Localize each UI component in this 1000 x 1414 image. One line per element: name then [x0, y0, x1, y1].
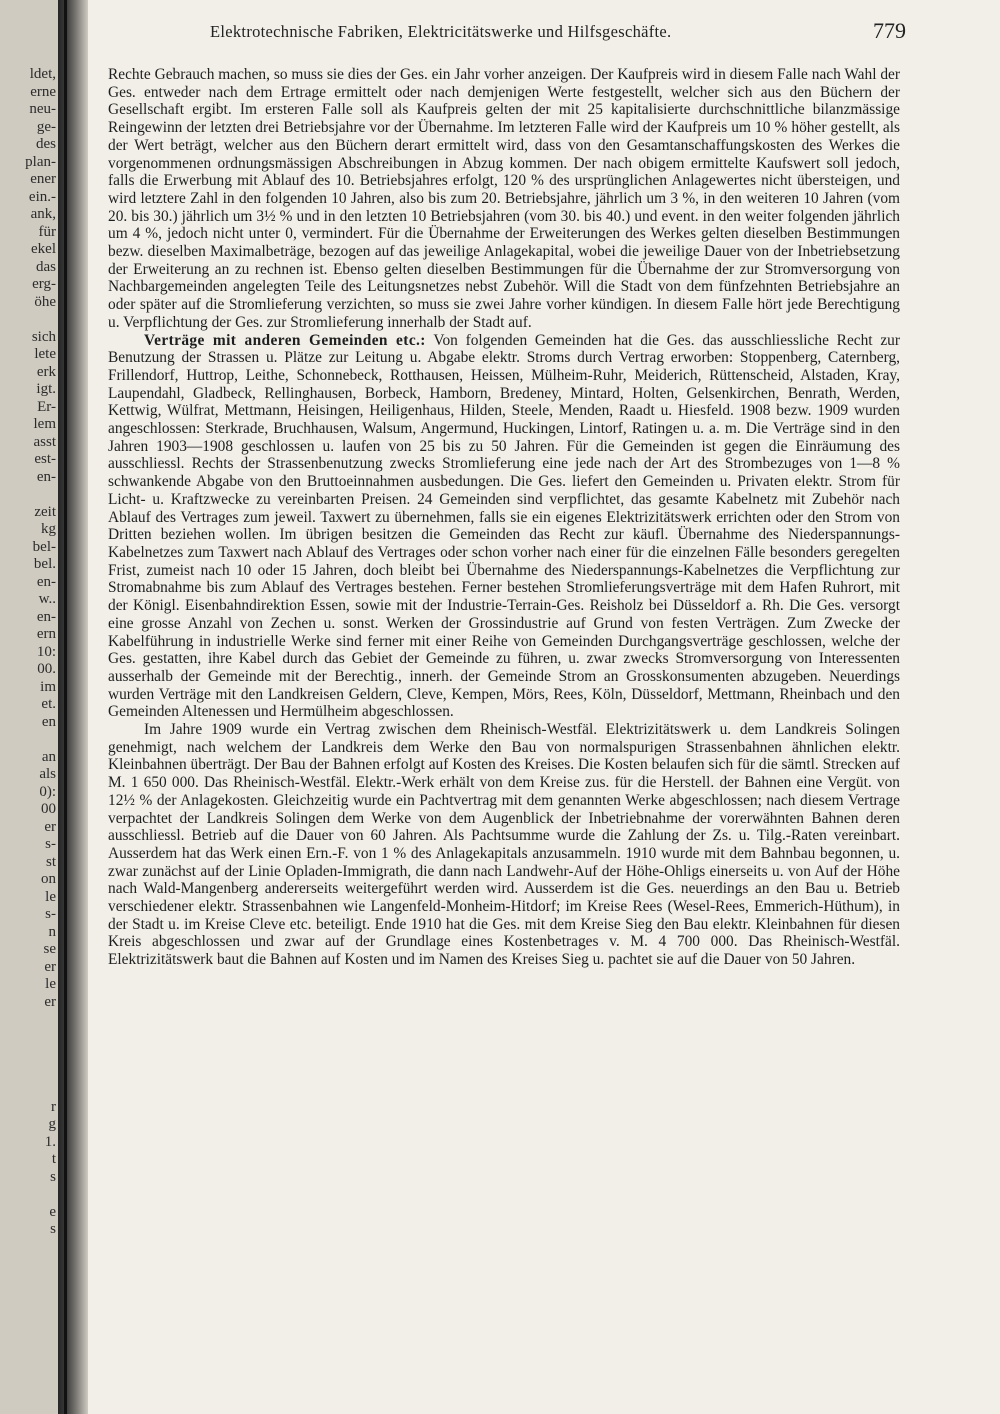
previous-page-fragment: on: [41, 871, 56, 887]
previous-page-fragment: kg: [41, 521, 56, 537]
previous-page-fragment: igt.: [36, 381, 56, 397]
previous-page-fragment: en: [41, 713, 56, 730]
previous-page-fragment: ein.-: [28, 188, 56, 205]
previous-page-fragment: en-: [36, 573, 56, 590]
previous-page-fragment: t: [51, 1151, 56, 1167]
previous-page-fragment: [0, 1081, 56, 1099]
previous-page-fragment: bel.: [33, 556, 56, 572]
section-heading-vertraege: Verträge mit anderen Gemeinden etc.:: [144, 331, 426, 349]
previous-page-fragment: ener: [30, 171, 56, 187]
previous-page-fragment: s: [50, 1168, 56, 1185]
previous-page-fragment: [0, 1029, 56, 1047]
previous-page-fragment: s: [50, 1221, 56, 1237]
previous-page-fragment: lem: [33, 416, 56, 432]
paragraph-vertraege: [108, 332, 900, 721]
previous-page-fragment: ldet,: [29, 66, 56, 82]
previous-page-fragment: plan-: [25, 153, 56, 170]
page-number: 779: [873, 18, 906, 43]
previous-page-fragment: [0, 311, 56, 329]
previous-page-fragment: für: [38, 223, 56, 240]
previous-page-fragment: r: [51, 1098, 56, 1115]
previous-page-fragment: sich: [31, 328, 56, 345]
previous-page-fragment: ank,: [30, 206, 56, 222]
previous-page-fragment: erg-: [32, 276, 56, 292]
previous-page-fragment: er: [44, 818, 56, 835]
previous-page-fragment: öhe: [34, 293, 56, 310]
previous-page-fragment: [0, 731, 56, 749]
previous-page-fragment: en-: [36, 608, 56, 625]
previous-page-fragment: est-: [34, 451, 56, 467]
previous-page-fragment: bel-: [32, 538, 56, 555]
previous-page-fragment: [0, 486, 56, 504]
previous-page-fragment: [0, 1046, 56, 1064]
running-head: Elektrotechnische Fabriken, Elektricitätswerke und Hilfsgeschäfte.: [210, 22, 672, 41]
previous-page-fragment: an: [41, 748, 56, 765]
previous-page-fragment: le: [45, 888, 56, 905]
previous-page-fragment: ern: [36, 626, 56, 642]
previous-page-fragment: zeit: [34, 503, 56, 520]
previous-page-fragment: s-: [45, 906, 56, 922]
previous-page-fragment: erk: [36, 363, 56, 380]
previous-page-fragment: [0, 1011, 56, 1029]
previous-page-fragment: des: [36, 136, 56, 152]
previous-page-fragment: ge-: [36, 118, 56, 135]
previous-page-fragment: 00: [41, 801, 56, 817]
page-gutter-shadow: [58, 0, 88, 1414]
previous-page-fragment: et.: [41, 696, 56, 712]
page-gutter-edge: [64, 0, 67, 1414]
previous-page-fragment: im: [40, 678, 56, 695]
previous-page-fragment: w..: [38, 591, 56, 607]
previous-page-fragment: als: [39, 766, 56, 782]
paragraph-kaufpreis: Rechte Gebrauch machen, so muss sie dies der Ges. ein Jahr vorher anzeigen. Der Kaufpreis wird in diesem Falle nach Wahl der Ges. entweder nach dem Ertrage ermittelt oder nach demjenigen Werte festgestellt, welcher sich aus den Büchern der Gesellschaft ergibt. Im ersteren Falle soll als Kaufpreis gelten der mit 25 kapitalisierte durchschnittliche bilanzmässige Reingewinn der letzten drei Betriebsjahre vor der Übernahme. Im letzteren Falle wird der Kaufpreis um 10 % höher gestellt, als der Wert beträgt, welcher aus den Büchern derart ermittelt wird, dass von den Gesamtanschaffungskosten des Werkes die vorgenommenen ordnungsmässigen Abschreibungen in Abzug kommen. Der nach obigem ermittelte Kaufswert soll jedoch, falls die Erwerbung mit Ablauf des 10. Betriebsjahres erfolgt, 120 % des ursprünglichen Anlagewertes nicht übersteigen, und wird letztere Zahl in den folgenden 10 Jahren, also bis zum 20. Betriebsjahre, jährlich um 3 %, in den weiteren 10 Jahren (vom 20. bis 30.) jährlich um 3½ % und in den letzten 10 Betriebsjahren (vom 30. bis 40.) und event. in den weiter folgenden jährlich um 4 %, jedoch nicht unter 0, vermindert. Für die Übernahme der Erweiterungen des Werkes gelten dieselben Bestimmungen bezw. dieselben Maximalbeträge, bezogen auf das jeweilige Anlagekapital, wobei die jeweilige Dauer von der Inbetriebsetzung der Erweiterung an zu rechnen ist. Ebenso gelten dieselben Bestimmungen für die Übernahme der zur Stromversorgung von Nachbargemeinden angelegten Teile des Leitungsnetzes nebst Zubehör. Will die Stadt von dem fünfzehnten Betriebsjahre an oder später auf die Stromlieferung verzichten, so muss sie zwei Jahre vorher kündigen. In diesem Falle hört jede Berechtigung u. Verpflichtung der Ges. zur Stromlieferung innerhalb der Stadt auf.: [108, 66, 900, 331]
previous-page-fragment: lete: [34, 346, 56, 362]
previous-page-fragment: Er-: [37, 398, 56, 415]
previous-page-fragment: asst: [33, 433, 56, 450]
previous-page-fragment: n: [48, 923, 56, 940]
previous-page-fragment: g: [48, 1116, 56, 1132]
previous-page-fragment: e: [49, 1203, 56, 1220]
previous-page-fragment: en-: [36, 468, 56, 485]
previous-page-fragment: 10:: [36, 643, 56, 660]
previous-page-fragment: 1.: [44, 1133, 56, 1150]
previous-page-fragment: s-: [45, 836, 56, 852]
previous-page-fragment: st: [45, 853, 56, 870]
paragraph-kleinbahnen: Im Jahre 1909 wurde ein Vertrag zwischen dem Rheinisch-Westfäl. Elektrizitätswerk u. dem Landkreis Solingen genehmigt, nach welchem der Landkreis dem Werke den Bau von normalspurigen Strassenbahnen ähnlichen elektr. Kleinbahnen überträgt. Der Bau der Bahnen erfolgt auf Kosten des Kreises. Die Kosten belaufen sich für die sämtl. Strecken auf M. 1 650 000. Das Rheinisch-Westfäl. Elektr.-Werk erhält von dem Kreise zus. für die Herstell. der Bahnen eine Vergüt. von 12½ % der Anlagekosten. Gleichzeitig wurde ein Pachtvertrag mit dem genannten Werke abgeschlossen; nach diesem Vertrage verpachtet der Landkreis Solingen dem Werke von dem Augenblick der Inbetriebnahme der vorerwähnten Bahnen deren ausschliessl. Betrieb auf die Dauer von 60 Jahren. Als Pachtsumme wurde die Zahlung der Zs. u. Tilg.-Raten vereinbart. Ausserdem hat das Werk einen Ern.-F. von 1 % des Anlagekapitals anzusammeln. 1910 wurde mit dem Bahnbau begonnen, u. zwar zunächst auf der Linie Opladen-Immigrath, die dann nach Landwehr-Auf der Höhe-Ohligs einerseits u. von Auf der Höhe nach Wald-Mangenberg andererseits weitergeführt werden wird. Ausserdem ist die Ges. neuerdings an den Bau u. Betrieb verschiedener elektr. Strassenbahnen wie Langenfeld-Monheim-Hitdorf; im Kreise Rees (Wesel-Rees, Emmerich-Hüthum), in der Stadt u. im Kreise Cleve etc. beteiligt. Ende 1910 hat die Ges. mit dem Kreise Sieg den Bau elektr. Kleinbahnen für diesen Kreis abgeschlossen und zwar auf der Grundlage eines Kostenbetrages v. M. 4 700 000. Das Rheinisch-Westfäl. Elektrizitätswerk baut die Bahnen auf Kosten und im Namen des Kreises Sieg u. pachtet sie auf die Dauer von 50 Jahren.: [108, 721, 900, 969]
previous-page-fragment: [0, 1064, 56, 1082]
previous-page-fragment: [0, 1186, 56, 1204]
previous-page-fragment: ekel: [31, 241, 56, 257]
previous-page-fragment: 00.: [37, 661, 56, 677]
previous-page-fragment: das: [36, 258, 56, 275]
page-body: [108, 66, 900, 969]
previous-page-fragment: er: [44, 993, 56, 1010]
previous-page-fragment: 0):: [39, 783, 56, 800]
previous-page-fragment: se: [43, 941, 56, 957]
previous-page-fragment: er: [44, 958, 56, 975]
previous-page-margin-fragments: [0, 66, 56, 1239]
paragraph-vertraege-text: Von folgenden Gemeinden hat die Ges. das ausschliessliche Recht zur Benutzung der Strassen u. Plätze zur Leitung u. Abgabe elektr. Stroms durch Vertrag erworben: Stoppenberg, Caternberg, Frillendorf, Huttrop, Leithe, Schonnebeck, Rotthausen, Heissen, Mülheim-Ruhr, Meiderich, Rüttenscheid, Alstaden, Kray, Laupendahl, Gladbeck, Rellinghausen, Borbeck, Hamborn, Bredeney, Mintard, Holten, Gelsenkirchen, Benrath, Werden, Kettwig, Wülfrat, Mettmann, Heisingen, Heiligenhaus, Hilden, Steele, Menden, Raadt u. Hiesfeld. 1908 bezw. 1909 wurden angeschlossen: Sterkrade, Bruchhausen, Walsum, Angermund, Huckingen, Lintorf, Ratingen u. a. m. Die Verträge sind in den Jahren 1903—1908 geschlossen u. laufen von 25 bis zu 50 Jahren. Für die Gemeinden ist gegen die Einräumung des ausschliessl. Rechts der Strassenbenutzung zwecks Stromlieferung eine jede nach der Art des Strombezuges von 1—8 % schwankende Abgabe von den Bruttoeinnahmen ausbedungen. Die Ges. liefert den Gemeinden u. Privaten elektr. Strom für Licht- u. Kraftzwecke zu vereinbarten Preisen. 24 Gemeinden sind verpflichtet, das gesamte Kabelnetz mit Zubehör nach Ablauf des Vertrages zum jeweil. Taxwert zu übernehmen, falls sie ein eigenes Elektrizitätswerk errichten oder den Strom von Dritten beziehen wollen. Im übrigen besitzen die Gemeinden das Recht zur käufl. Übernahme des Niederspannungs-Kabelnetzes zum Taxwert nach Ablauf des Vertrages oder schon vorher nach einer für die einzelnen Fälle besonders geregelten Frist, zumeist nach 10 oder 15 Jahren, doch bleibt bei Übernahme des Niederspannungs-Kabelnetzes die Verpflichtung zur Stromabnahme bis zum Ablauf des Vertrages bestehen. Ferner bestehen Stromlieferungsverträge mit dem Hafen Ruhrort, mit der Königl. Eisenbahndirektion Essen, sowie mit der Industrie-Terrain-Ges. Reisholz bei Düsseldorf a. Rh. Die Ges. versorgt eine grosse Anzahl von Zechen u. sonst. Werken der Grossindustrie auf Grund von festen Verträgen. Zum Zwecke der Kabelführung in industrielle Werke sind ferner mit einer Reihe von Gemeinden Durchgangsverträge geschlossen, welche der Ges. gestatten, ihre Kabel durch das Gebiet der Gemeinde zu führen, u. zwar zwecks Stromversorgung von Interessenten ausserhalb der Gemeinde mit der Berechtig., innerh. der Gemeinde Strom an Grosskonsumenten abzugeben. Neuerdings wurden Verträge mit den Landkreisen Geldern, Cleve, Kempen, Mörs, Rees, Köln, Düsseldorf, Mettmann, Rheinbach und den Gemeinden Altenessen und Hermülheim abgeschlossen.: [108, 331, 900, 721]
previous-page-fragment: neu-: [29, 101, 56, 117]
previous-page-fragment: erne: [30, 83, 56, 100]
previous-page-fragment: le: [45, 976, 56, 992]
